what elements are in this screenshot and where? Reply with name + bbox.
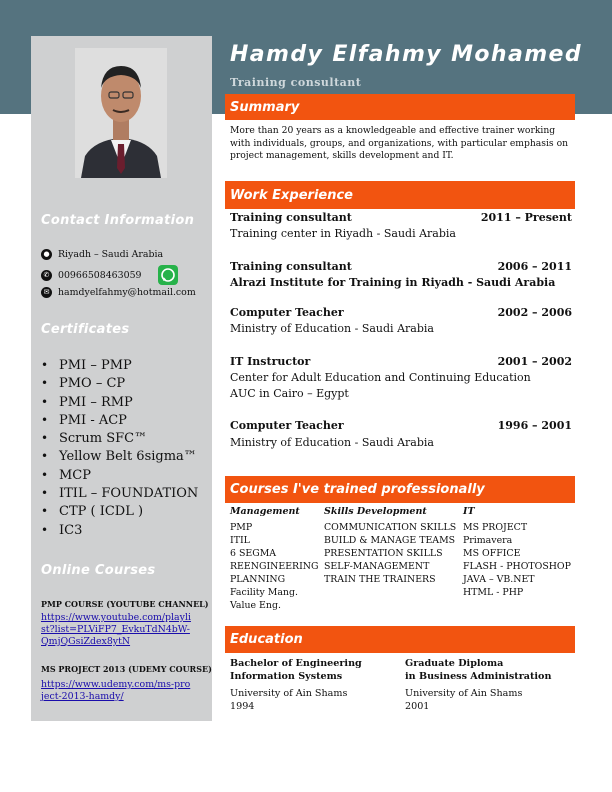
education-heading: Education <box>225 626 575 653</box>
course-item: Value Eng. <box>230 600 281 611</box>
online-course-link[interactable]: https://www.udemy.com/ms-project-2013-hamdy/ <box>41 679 191 702</box>
certificate-item: • IC3 <box>41 521 198 539</box>
certificate-item: • PMI - ACP <box>41 411 198 429</box>
courses-column-title: IT <box>463 506 475 517</box>
course-item: HTML - PHP <box>463 587 524 598</box>
course-item: TRAIN THE TRAINERS <box>324 574 436 585</box>
job-organization: Ministry of Education - Saudi Arabia <box>230 436 434 449</box>
certificates-heading: Certificates <box>41 322 130 337</box>
experience-heading: Work Experience <box>225 181 575 209</box>
job-header <box>230 306 572 319</box>
education-entry <box>230 657 362 713</box>
summary-text: More than 20 years as a knowledgeable and effective trainer working with individuals, groups, and organizations, with particular emphasis on project management, skills development and IT. <box>230 125 569 161</box>
job-title: IT Instructor <box>230 355 311 368</box>
courses-column-title: Management <box>230 506 300 517</box>
course-item: 6 SEGMA <box>230 548 277 559</box>
degree-line: in Business Administration <box>405 671 552 682</box>
phone-icon: ✆ <box>41 270 52 281</box>
course-item: BUILD & MANAGE TEAMS <box>324 535 456 546</box>
certificate-item: • ITIL – FOUNDATION <box>41 484 198 502</box>
online-course-title: PMP COURSE (YOUTUBE CHANNEL) <box>41 599 209 609</box>
location-text: Riyadh – Saudi Arabia <box>58 249 164 260</box>
certificate-item: • Scrum SFC™ <box>41 429 198 447</box>
job-title: Training consultant <box>230 211 352 224</box>
degree-line: Graduate Diploma <box>405 658 504 669</box>
job-organization: Alrazi Institute for Training in Riyadh - Saudi Arabia <box>230 276 556 289</box>
degree-line: Information Systems <box>230 671 343 682</box>
job-organization-location: AUC in Cairo – Egypt <box>230 387 349 400</box>
online-course-title: MS PROJECT 2013 (UDEMY COURSE) <box>41 664 212 674</box>
job-dates: 1996 – 2001 <box>497 419 572 432</box>
summary-heading: Summary <box>225 94 575 120</box>
online-course-link[interactable]: https://www.youtube.com/playlist?list=PLViFP7_EvkuTdN4bW-QmjQGsiZdex8ytN <box>41 612 191 647</box>
job-organization: Center for Adult Education and Continuing Education <box>230 371 531 384</box>
course-item: PLANNING <box>230 574 286 585</box>
contact-location <box>41 249 163 260</box>
profile-photo <box>75 48 167 178</box>
course-item: MS OFFICE <box>463 548 521 559</box>
contact-email <box>41 287 196 298</box>
certificate-item: • MCP <box>41 466 198 484</box>
certificate-item: • PMI – PMP <box>41 356 198 374</box>
courses-it-list <box>463 521 571 599</box>
courses-column-title: Skills Development <box>324 506 427 517</box>
job-dates: 2011 – Present <box>480 211 572 224</box>
job-title: Computer Teacher <box>230 419 344 432</box>
course-item: REENGINEERING <box>230 561 319 572</box>
contact-heading: Contact Information <box>41 213 195 228</box>
certificate-item: • PMI – RMP <box>41 393 198 411</box>
job-header <box>230 260 572 273</box>
course-item: JAVA – VB.NET <box>463 574 535 585</box>
course-item: ITIL <box>230 535 250 546</box>
education-entry <box>405 657 551 713</box>
course-item: Primavera <box>463 535 513 546</box>
certificate-item: • PMO – CP <box>41 374 198 392</box>
job-dates: 2006 – 2011 <box>497 260 572 273</box>
courses-heading: Courses I've trained professionally <box>225 476 575 503</box>
whatsapp-icon <box>158 265 178 285</box>
graduation-year: 2001 <box>405 701 430 712</box>
job-dates: 2002 – 2006 <box>497 306 572 319</box>
job-header <box>230 211 572 224</box>
job-header <box>230 419 572 432</box>
course-item: COMMUNICATION SKILLS <box>324 522 457 533</box>
courses-skills-list <box>324 521 456 586</box>
certificate-item: • CTP ( ICDL ) <box>41 502 198 520</box>
online-courses-heading: Online Courses <box>41 563 156 578</box>
phone-text: 00966508463059 <box>58 269 142 281</box>
course-item: SELF-MANAGEMENT <box>324 561 430 572</box>
certificate-item: • Yellow Belt 6sigma™ <box>41 447 198 465</box>
job-dates: 2001 – 2002 <box>497 355 572 368</box>
school-name: University of Ain Shams <box>230 688 348 699</box>
certificates-list <box>41 356 198 539</box>
graduation-year: 1994 <box>230 701 255 712</box>
degree-line: Bachelor of Engineering <box>230 658 362 669</box>
contact-phone <box>41 265 178 285</box>
job-title: Training consultant <box>230 260 352 273</box>
course-item: Facility Mang. <box>230 587 298 598</box>
course-item: MS PROJECT <box>463 522 528 533</box>
course-item: FLASH - PHOTOSHOP <box>463 561 571 572</box>
job-title: Computer Teacher <box>230 306 344 319</box>
school-name: University of Ain Shams <box>405 688 523 699</box>
candidate-title: Training consultant <box>230 76 362 89</box>
course-item: PMP <box>230 522 253 533</box>
course-item: PRESENTATION SKILLS <box>324 548 443 559</box>
email-text[interactable]: hamdyelfahmy@hotmail.com <box>58 287 196 298</box>
job-organization: Training center in Riyadh - Saudi Arabia <box>230 227 456 240</box>
job-organization: Ministry of Education - Saudi Arabia <box>230 322 434 335</box>
courses-management-list <box>230 521 319 612</box>
person-portrait-icon <box>75 48 167 178</box>
job-header <box>230 355 572 368</box>
location-pin-icon: ● <box>41 249 52 260</box>
candidate-name: Hamdy Elfahmy Mohamed <box>230 42 583 67</box>
mail-icon: ✉ <box>41 287 52 298</box>
